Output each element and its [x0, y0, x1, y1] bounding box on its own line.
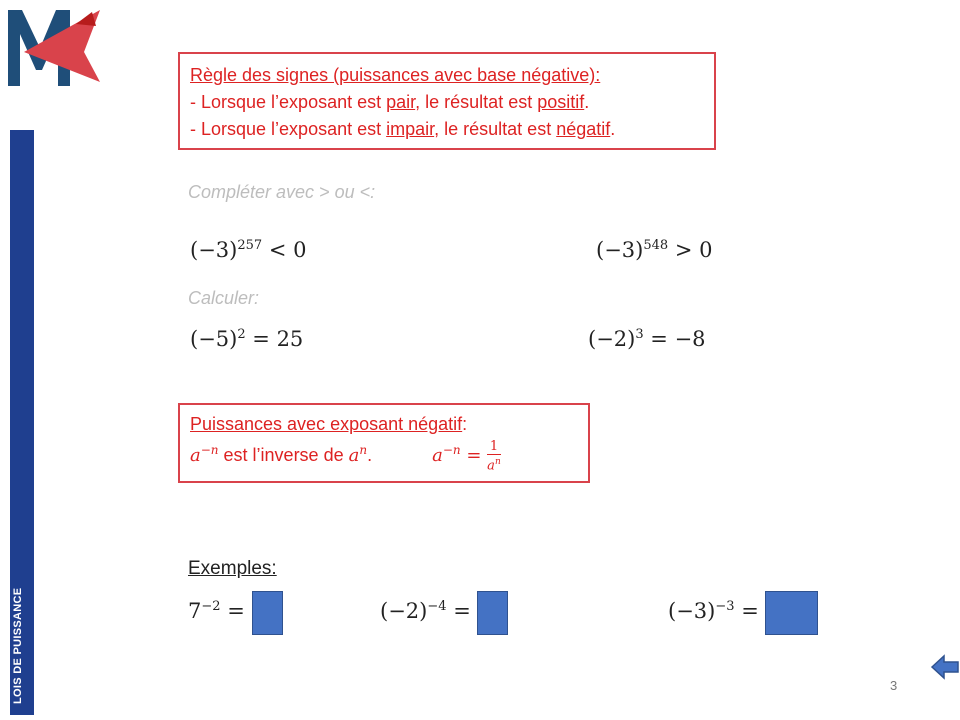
exponent: −2 [201, 599, 221, 614]
result: = 25 [245, 327, 304, 351]
example-3 [668, 584, 818, 635]
negative-exponent-title-row [190, 411, 578, 437]
text: : [462, 414, 468, 434]
sign-rule-line-even [190, 89, 704, 116]
word-positif: positif [537, 92, 585, 112]
negative-exponent-title: Puissances avec exposant négatif [190, 414, 463, 434]
exponent: 257 [237, 238, 263, 253]
equals: = [460, 445, 488, 466]
text: - Lorsque l’exposant est [190, 119, 387, 139]
sign-rule-title: Règle des signes (puissances avec base négative): [190, 65, 601, 85]
calc-instruction: Calculer: [188, 288, 260, 308]
negative-exponent-definition [190, 437, 578, 473]
compare-left-expression [190, 238, 306, 262]
back-arrow-icon[interactable] [930, 654, 960, 680]
exponent: 2 [237, 327, 246, 342]
comparison: < 0 [262, 238, 307, 262]
exponent: −3 [715, 599, 735, 614]
example-2 [380, 584, 508, 635]
base: a [487, 457, 495, 473]
exponent: n [359, 443, 368, 457]
base: (−3) [596, 238, 644, 262]
word-impair: impair [386, 119, 435, 139]
exponent: 548 [643, 238, 669, 253]
text: . [584, 92, 590, 112]
base: (−2) [588, 327, 636, 351]
text: . [367, 445, 373, 465]
negative-exponent-box [178, 403, 590, 483]
base: (−3) [190, 238, 238, 262]
logo-icon [4, 4, 100, 90]
calc-left-expression [190, 327, 303, 351]
text: , le résultat est [415, 92, 538, 112]
sidebar-label: LOIS DE PUISSANCE [12, 587, 24, 704]
exponent: n [494, 456, 501, 467]
sign-rule-box [178, 52, 716, 150]
exponent: 3 [635, 327, 644, 342]
word-negatif: négatif [556, 119, 611, 139]
equals: = [734, 599, 759, 623]
equals: = [220, 599, 245, 623]
text: - Lorsque l’exposant est [190, 92, 387, 112]
sign-rule-line-odd [190, 116, 704, 143]
compare-right-expression [596, 238, 712, 262]
base: a [432, 445, 443, 466]
exponent: −n [442, 443, 461, 457]
equals: = [446, 599, 471, 623]
text: . [610, 119, 616, 139]
calc-right-expression [588, 327, 706, 351]
comparison: > 0 [668, 238, 713, 262]
fraction [487, 440, 501, 473]
base: (−3) [668, 599, 716, 623]
base: a [190, 445, 201, 466]
compare-instruction: Compléter avec > ou <: [188, 182, 376, 202]
answer-blank-1[interactable] [252, 591, 283, 635]
denominator [487, 455, 501, 473]
answer-blank-3[interactable] [765, 591, 818, 635]
numerator: 1 [487, 440, 501, 455]
page-number: 3 [890, 678, 898, 693]
result: = −8 [643, 327, 706, 351]
example-1 [188, 584, 283, 635]
word-pair: pair [386, 92, 416, 112]
base: (−5) [190, 327, 238, 351]
text: est l’inverse de [218, 445, 349, 465]
exponent: −n [200, 443, 219, 457]
base: (−2) [380, 599, 428, 623]
base: a [348, 445, 360, 466]
examples-title: Exemples: [188, 558, 277, 579]
answer-blank-2[interactable] [477, 591, 508, 635]
base: 7 [188, 599, 202, 623]
text: , le résultat est [434, 119, 557, 139]
exponent: −4 [427, 599, 447, 614]
